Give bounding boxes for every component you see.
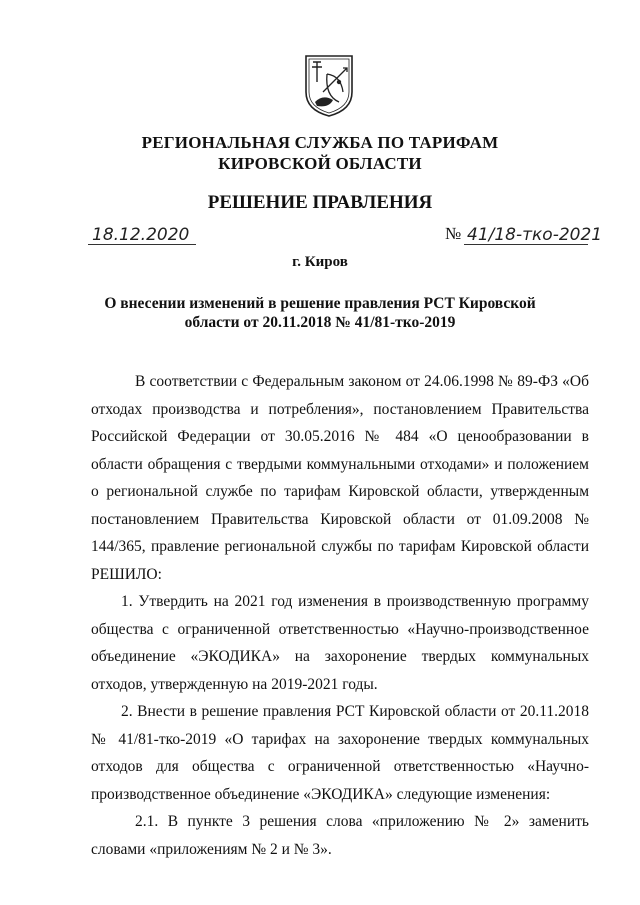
org-name-line2: КИРОВСКОЙ ОБЛАСТИ — [218, 154, 422, 173]
city: г. Киров — [292, 254, 348, 270]
document-subject — [100, 294, 540, 332]
paragraph-2-1: 2.1. В пункте 3 решения слова «приложению № 2» заменить словами «приложениям № 2 и № 3». — [91, 813, 589, 858]
coat-of-arms-icon — [303, 52, 355, 118]
number-underline — [464, 244, 588, 245]
paragraph-preamble: В соответствии с Федеральным законом от 24.06.1998 № 89-ФЗ «Об отходах производства и потребления», постановлением Правительства Российской Федерации от 30.05.2016 № 484 «О ценообразовании в области обращения с твердыми коммунальными отходами» и положением о региональной службе по тарифам Кировской области, утвержденным постановлением Правительства Кировской области от 01.09.2008 № 144/365, правление региональной службы по тарифам Кировской области РЕШИЛО: — [91, 373, 589, 583]
document-date: 18.12.2020 — [92, 225, 190, 245]
document-body — [91, 368, 589, 863]
number-label: № — [445, 224, 462, 243]
org-name-line1: РЕГИОНАЛЬНАЯ СЛУЖБА ПО ТАРИФАМ — [141, 133, 499, 152]
paragraph-2: 2. Внести в решение правления РСТ Кировской области от 20.11.2018 № 41/81-тко-2019 «О тарифах на захоронение твердых коммунальных отходов для общества с ограниченной ответственностью «Научно-производственное объединение «ЭКОДИКА» следующие изменения: — [91, 703, 589, 803]
subject-line1: О внесении изменений в решение правления РСТ Кировской — [104, 295, 536, 312]
document-number: 41/18-тко-2021 — [467, 225, 603, 245]
date-underline — [88, 244, 196, 245]
paragraph-1: 1. Утвердить на 2021 год изменения в производственную программу общества с ограниченной ответственностью «Научно-производственное объединение «ЭКОДИКА» на захоронение твердых коммунальных отходов, утвержденную на 2019-2021 годы. — [91, 593, 589, 693]
document-title: РЕШЕНИЕ ПРАВЛЕНИЯ — [207, 192, 433, 213]
subject-line2: области от 20.11.2018 № 41/81-тко-2019 — [184, 314, 456, 331]
